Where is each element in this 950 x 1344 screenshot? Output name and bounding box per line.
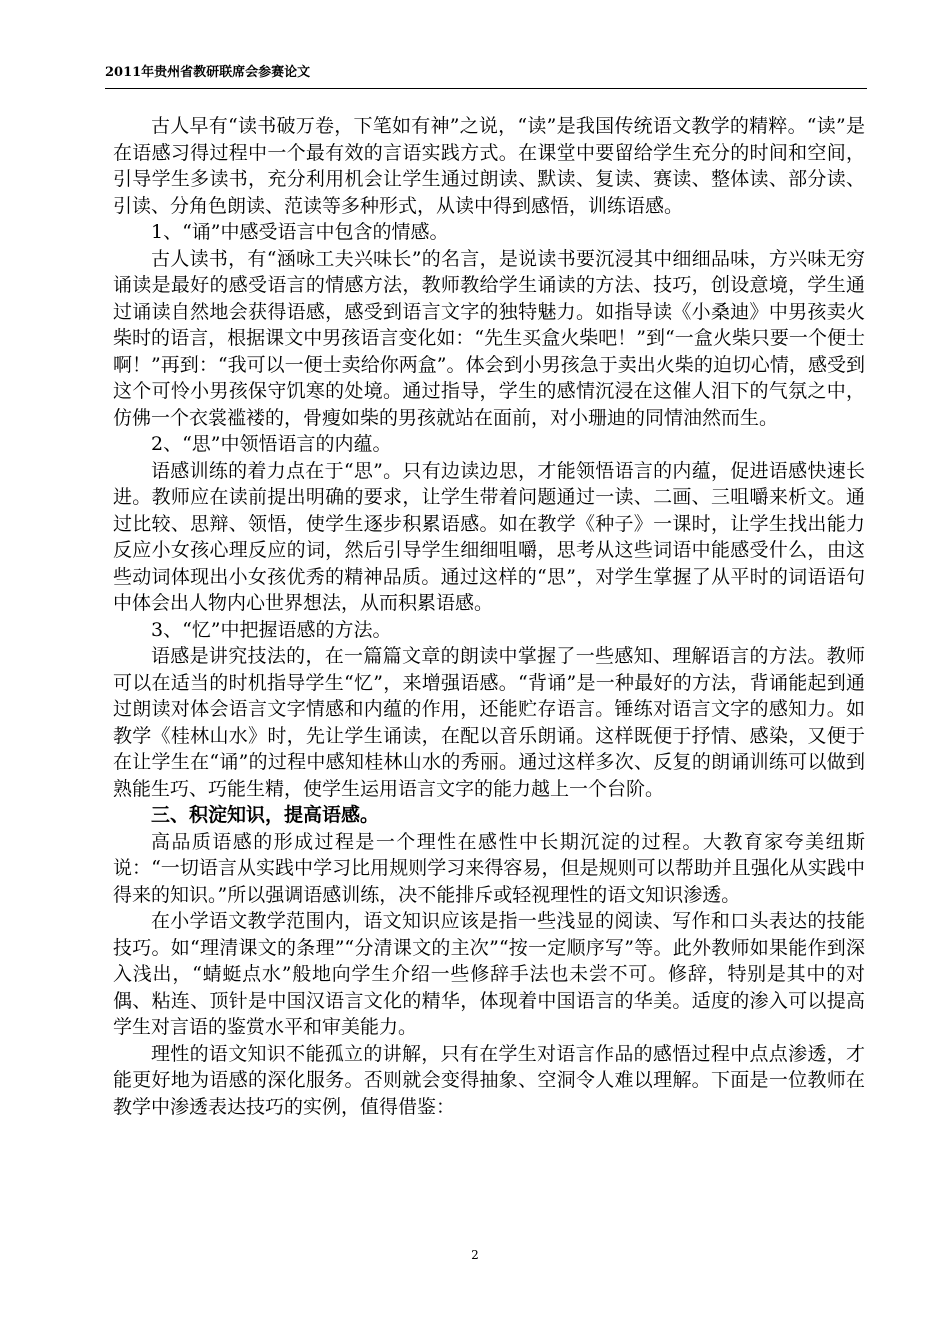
paragraph-intro-reading: 古人早有“读书破万卷，下笔如有神”之说，“读”是我国传统语文教学的精粹。“读”是在语感习得过程中一个最有效的言语实践方式。在课堂中要留给学生充分的时间和空间，引导学生多读书，充分利用机会让学生通过朗读、默读、复读、赛读、整体读、部分读、引读、分角色朗读、范读等多种形式，从读中得到感悟，训练语感。 — [113, 115, 865, 217]
header-divider — [105, 88, 867, 89]
paragraph-think: 语感训练的着力点在于“思”。只有边读边思，才能领悟语言的内蕴，促进语感快速长进。教师应在读前提出明确的要求，让学生带着问题通过一读、二画、三咀嚼来析文。通过比较、思辩、领悟，使学生逐步积累语感。如在教学《种子》一课时，让学生找出能力反应小女孩心理反应的词，然后引导学生细细咀嚼，思考从这些词语中能感受什么，由这些动词体现出小女孩优秀的精神品质。通过这样的“思”，对学生掌握了从平时的词语语句中体会出人物内心世界想法，从而积累语感。 — [113, 459, 865, 614]
running-header: 2011年贵州省教研联席会参赛论文 — [105, 65, 311, 80]
subheading-recite: 1、“诵”中感受语言中包含的情感。 — [151, 221, 449, 243]
paragraph-primary-school: 在小学语文教学范围内，语文知识应该是指一些浅显的阅读、写作和口头表达的技能技巧。如“理清课文的条理”“分清课文的主次”“按一定顺序写”等。此外教师如果能作到深入浅出，“蜻蜓点水”般地向学生介绍一些修辞手法也未尝不可。修辞，特别是其中的对偶、粘连、顶针是中国汉语言文化的精华，体现着中国语言的华美。适度的渗入可以提高学生对言语的鉴赏水平和审美能力。 — [113, 910, 865, 1038]
page-number: 2 — [471, 1248, 479, 1262]
section-heading-three: 三、积淀知识，提高语感。 — [151, 804, 380, 826]
subheading-think: 2、“思”中领悟语言的内蕴。 — [151, 433, 392, 455]
body-text — [113, 113, 865, 1120]
paragraph-recite: 古人读书，有“涵咏工夫兴味长”的名言，是说读书要沉浸其中细细品味，方兴味无穷诵读是最好的感受语言的情感方法，教师教给学生诵读的方法、技巧，创设意境，学生通过诵读自然地会获得语感，感受到语言文字的独特魅力。如指导读《小桑迪》中男孩卖火柴时的语言，根据课文中男孩语言变化如：“先生买盒火柴吧！”到“一盒火柴只要一个便士啊！”再到：“我可以一便士卖给你两盒”。体会到小男孩急于卖出火柴的迫切心情，感受到这个可怜小男孩保守饥寒的处境。通过指导，学生的感情沉浸在这催人泪下的气氛之中，仿佛一个衣裳褴褛的，骨瘦如柴的男孩就站在面前，对小珊迪的同情油然而生。 — [113, 247, 865, 429]
paragraph-rational-knowledge: 理性的语文知识不能孤立的讲解，只有在学生对语言作品的感悟过程中点点渗透，才能更好地为语感的深化服务。否则就会变得抽象、空洞令人难以理解。下面是一位教师在教学中渗透表达技巧的实例，值得借鉴： — [113, 1042, 865, 1118]
paragraph-knowledge: 高品质语感的形成过程是一个理性在感性中长期沉淀的过程。大教育家夸美纽斯说：“一切语言从实践中学习比用规则学习来得容易，但是规则可以帮助并且强化从实践中得来的知识。”所以强调语感训练，决不能排斥或轻视理性的语文知识渗透。 — [113, 830, 865, 906]
paragraph-recall: 语感是讲究技法的，在一篇篇文章的朗读中掌握了一些感知、理解语言的方法。教师可以在适当的时机指导学生“忆”，来增强语感。“背诵”是一种最好的方法，背诵能起到通过朗读对体会语言文字情感和内蕴的作用，还能贮存语言。锤练对语言文字的感知力。如教学《桂林山水》时，先让学生诵读，在配以音乐朗诵。这样既便于抒情、感染，又便于在让学生在“诵”的过程中感知桂林山水的秀丽。通过这样多次、反复的朗诵训练可以做到熟能生巧、巧能生精，使学生运用语言文字的能力越上一个台阶。 — [113, 645, 865, 800]
subheading-recall: 3、“忆”中把握语感的方法。 — [151, 618, 392, 641]
